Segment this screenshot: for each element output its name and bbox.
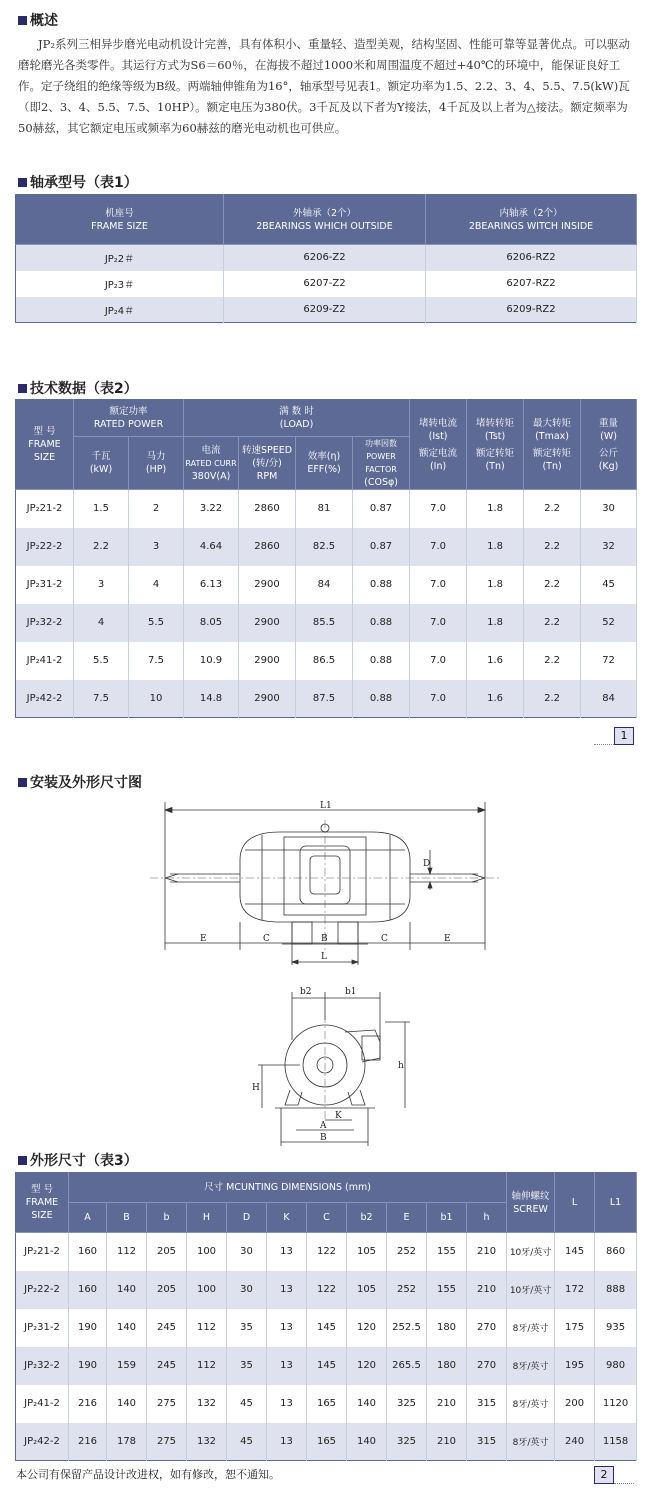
t2-body — [16, 490, 637, 718]
t3-header-dims: 尺寸 MCUNTING DIMENSIONS (mm) — [69, 1173, 507, 1203]
t2-header-max-torque: 最大转矩 (Tmax) 额定转矩 (Tn) — [524, 400, 581, 490]
dim-label-C-right: C — [381, 934, 388, 944]
dim-label-B-end: B — [320, 1133, 327, 1143]
page-corner-decoration — [594, 727, 614, 745]
dim-label-E-left: E — [200, 934, 207, 944]
table-row: JP₂41-2 5.5 7.5 10.9 2900 86.5 0.88 7.0 1.6 2.2 72 — [16, 642, 637, 680]
t2-header-speed: 转速SPEED (转/分) RPM — [239, 437, 296, 490]
dim-label-b1: b1 — [345, 987, 357, 997]
t2-header-pf: 功率因数 POWER FACTOR (COSφ) — [353, 437, 410, 490]
t1-body — [16, 245, 637, 323]
page-number-badge: 1 — [614, 727, 634, 745]
t3-header-b2: b2 — [347, 1203, 387, 1233]
square-bullet-icon — [18, 384, 27, 393]
table-row: JP₂3＃ 6207-Z2 6207-RZ2 — [16, 271, 637, 297]
page-number-badge: 2 — [594, 1466, 614, 1484]
bearing-table — [15, 194, 637, 323]
t2-header-lock-current: 堵转电流 (Ist) 额定电流 (In) — [410, 400, 467, 490]
t3-header-h: h — [467, 1203, 507, 1233]
dimensions-table — [15, 1172, 637, 1461]
t3-header-K: K — [267, 1203, 307, 1233]
page-corner-decoration — [614, 1466, 634, 1484]
table-row: JP₂42-2 216 178 275 132 45 13 165 140 325 210 315 8牙/英寸 240 1158 — [16, 1423, 637, 1461]
table1-heading: 轴承型号（表1） — [18, 172, 138, 192]
t3-header-L: L — [555, 1173, 595, 1233]
dim-label-E-right: E — [444, 934, 451, 944]
t2-header-frame: 型 号 FRAME SIZE — [16, 400, 74, 490]
table-row: JP₂42-2 7.5 10 14.8 2900 87.5 0.88 7.0 1.6 2.2 84 — [16, 680, 637, 718]
dim-label-L: L — [321, 952, 327, 962]
overview-paragraph: JP₂系列三相异步磨光电动机设计完善，具有体积小、重量轻、造型美观，结构坚固、性能可靠等显著优点。可以驱动磨轮磨光各类零件。其运行方式为S6＝60％，在海拔不超过1000米和周围温度不超过+40℃的环境中，能保证良好工作。定子绕组的绝缘等级为B级。两端轴伸锥角为16°，轴承型号见表1。额定功率为1.5、2.2、3、4、5.5、7.5(kW)瓦（即2、3、4、5.5、7.5、10HP）。额定电压为380伏。3千瓦及以下者为Y接法，4千瓦及以上者为△接法。额定频率为50赫兹，其它额定电压或频率为60赫兹的磨光电动机也可供应。 — [18, 37, 630, 135]
t3-header-B: B — [107, 1203, 147, 1233]
table-row: JP₂2＃ 6206-Z2 6206-RZ2 — [16, 245, 637, 271]
dim-label-C-left: C — [263, 934, 270, 944]
dim-label-h: h — [398, 1061, 404, 1071]
t3-header-E: E — [387, 1203, 427, 1233]
t1-header-inside: 内轴承（2个） 2BEARINGS WITCH INSIDE — [426, 195, 637, 245]
side-view-drawing — [0, 790, 650, 990]
table-row: JP₂41-2 216 140 275 132 45 13 165 140 325 210 315 8牙/英寸 200 1120 — [16, 1385, 637, 1423]
footer-note: 本公司有保留产品设计改进权，如有修改，恕不通知。 — [16, 1468, 280, 1481]
table-row: JP₂32-2 190 159 245 112 35 13 145 120 265.5 180 270 8牙/英寸 195 980 — [16, 1347, 637, 1385]
t2-header-power: 额定功率 RATED POWER — [74, 400, 184, 437]
t3-header-frame: 型 号 FRAME SIZE — [16, 1173, 69, 1233]
t3-header-screw: 轴伸螺纹 SCREW — [507, 1173, 555, 1233]
t2-header-load: 满 数 时 (LOAD) — [184, 400, 410, 437]
square-bullet-icon — [18, 16, 27, 25]
square-bullet-icon — [18, 1156, 27, 1165]
dim-label-L1: L1 — [320, 801, 332, 811]
square-bullet-icon — [18, 178, 27, 187]
drawing-heading: 安装及外形尺寸图 — [18, 772, 142, 792]
overview-heading: 概述 — [18, 10, 58, 30]
t2-header-lock-torque: 堵转转矩 (Tst) 额定转矩 (Tn) — [467, 400, 524, 490]
t3-header-D: D — [227, 1203, 267, 1233]
dim-label-b2: b2 — [300, 987, 312, 997]
dim-label-B: B — [321, 934, 328, 944]
t3-header-b1: b1 — [427, 1203, 467, 1233]
table-row: JP₂32-2 4 5.5 8.05 2900 85.5 0.88 7.0 1.8 2.2 52 — [16, 604, 637, 642]
t3-header-H: H — [187, 1203, 227, 1233]
t3-header-A: A — [69, 1203, 107, 1233]
table-row: JP₂21-2 1.5 2 3.22 2860 81 0.87 7.0 1.8 2.2 30 — [16, 490, 637, 528]
t2-header-current: 电流 RATED CURR 380V(A) — [184, 437, 239, 490]
table-row: JP₂22-2 2.2 3 4.64 2860 82.5 0.87 7.0 1.8 2.2 32 — [16, 528, 637, 566]
t3-header-L1: L1 — [595, 1173, 637, 1233]
t2-header-weight: 重量 (W) 公斤 (Kg) — [581, 400, 637, 490]
t1-header-outside: 外轴承（2个） 2BEARINGS WHICH OUTSIDE — [224, 195, 426, 245]
t1-header-frame: 机座号 FRAME SIZE — [16, 195, 224, 245]
table2-heading: 技术数据（表2） — [18, 378, 138, 398]
table-row: JP₂31-2 190 140 245 112 35 13 145 120 252.5 180 270 8牙/英寸 175 935 — [16, 1309, 637, 1347]
square-bullet-icon — [18, 778, 27, 787]
end-view-drawing — [0, 980, 650, 1160]
tech-data-table — [15, 399, 637, 718]
dim-label-D: D — [423, 859, 431, 869]
t3-header-b: b — [147, 1203, 187, 1233]
dim-label-A: A — [320, 1121, 327, 1131]
table-row: JP₂21-2 160 112 205 100 30 13 122 105 252 155 210 10牙/英寸 145 860 — [16, 1233, 637, 1271]
t2-header-hp: 马力 (HP) — [129, 437, 184, 490]
table-row: JP₂4＃ 6209-Z2 6209-RZ2 — [16, 297, 637, 323]
dim-label-K: K — [335, 1111, 342, 1121]
t3-body — [16, 1233, 637, 1461]
table-row: JP₂31-2 3 4 6.13 2900 84 0.88 7.0 1.8 2.2 45 — [16, 566, 637, 604]
t2-header-eff: 效率(η) EFF(%) — [296, 437, 353, 490]
dim-label-H: H — [252, 1083, 260, 1093]
t3-header-C: C — [307, 1203, 347, 1233]
table-row: JP₂22-2 160 140 205 100 30 13 122 105 252 155 210 10牙/英寸 172 888 — [16, 1271, 637, 1309]
t2-header-kw: 千瓦 (kW) — [74, 437, 129, 490]
table3-heading: 外形尺寸（表3） — [18, 1150, 138, 1170]
